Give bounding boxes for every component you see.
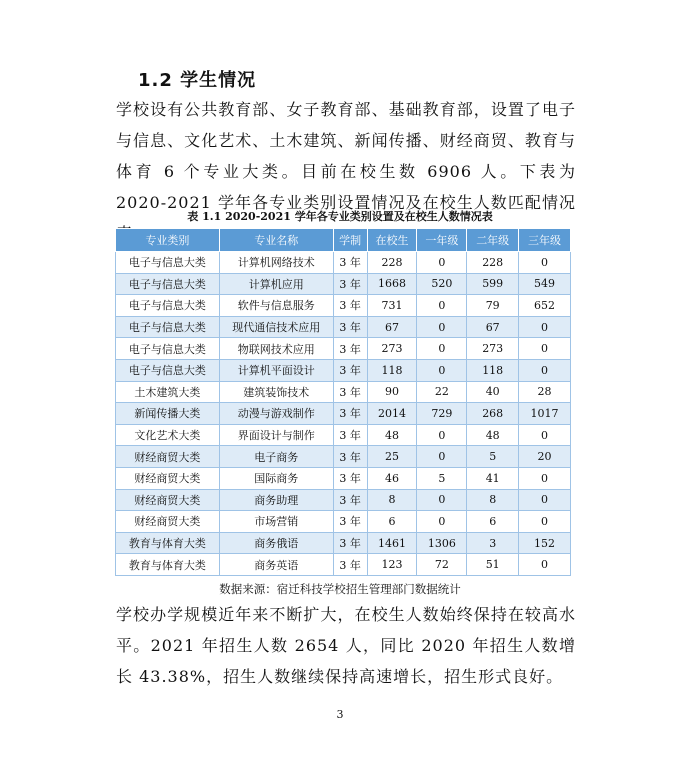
- table-cell: 3 年: [333, 554, 367, 576]
- table-cell: 3 年: [333, 359, 367, 381]
- table-cell: 电子与信息大类: [116, 273, 220, 295]
- table-row: [116, 273, 571, 295]
- table-cell: 273: [367, 338, 417, 360]
- table-cell: 599: [467, 273, 519, 295]
- table-header-row: [116, 229, 571, 252]
- table-row: [116, 403, 571, 425]
- table-cell: 0: [519, 554, 571, 576]
- table-cell: 67: [367, 316, 417, 338]
- intro-paragraph: 学校设有公共教育部、女子教育部、基础教育部，设置了电子与信息、文化艺术、土木建筑、新闻传播、财经商贸、教育与体育 6 个专业大类。目前在校生数 6906 人。下表为 2020-2021 学年各专业类别设置情况及在校生人数匹配情况: [116, 100, 576, 212]
- table-cell: 0: [417, 338, 467, 360]
- table-cell: 3 年: [333, 446, 367, 468]
- table-cell: 电子与信息大类: [116, 359, 220, 381]
- table-cell: 0: [519, 511, 571, 533]
- table-cell: 计算机网络技术: [219, 252, 333, 274]
- table-row: [116, 554, 571, 576]
- table-cell: 0: [417, 359, 467, 381]
- table-cell: 118: [367, 359, 417, 381]
- enrollment-table: [115, 228, 571, 576]
- table-cell: 273: [467, 338, 519, 360]
- table-row: [116, 532, 571, 554]
- table-cell: 计算机应用: [219, 273, 333, 295]
- table-cell: 电子与信息大类: [116, 338, 220, 360]
- table-cell: 商务俄语: [219, 532, 333, 554]
- table-cell: 商务助理: [219, 489, 333, 511]
- table-cell: 0: [519, 489, 571, 511]
- table-cell: 3 年: [333, 467, 367, 489]
- table-cell: 电子与信息大类: [116, 295, 220, 317]
- page-number: 3: [336, 708, 344, 721]
- table-cell: 教育与体育大类: [116, 554, 220, 576]
- table-cell: 0: [417, 511, 467, 533]
- table-cell: 市场营销: [219, 511, 333, 533]
- table-cell: 5: [467, 446, 519, 468]
- header-duration: 学制: [333, 229, 367, 252]
- table-row: [116, 511, 571, 533]
- section-heading: 1.2 学生情况: [138, 70, 257, 91]
- table-cell: 41: [467, 467, 519, 489]
- table-cell: 20: [519, 446, 571, 468]
- table-caption: 表 1.1 2020-2021 学年各专业类别设置及在校生人数情况表: [187, 210, 493, 223]
- table-cell: 国际商务: [219, 467, 333, 489]
- table-cell: 软件与信息服务: [219, 295, 333, 317]
- header-enrolled: 在校生: [367, 229, 417, 252]
- table-cell: 0: [417, 424, 467, 446]
- table-cell: 549: [519, 273, 571, 295]
- table-cell: 3 年: [333, 338, 367, 360]
- table-cell: 51: [467, 554, 519, 576]
- table-cell: 界面设计与制作: [219, 424, 333, 446]
- table-cell: 土木建筑大类: [116, 381, 220, 403]
- table-cell: 46: [367, 467, 417, 489]
- table-cell: 0: [519, 316, 571, 338]
- table-cell: 6: [467, 511, 519, 533]
- table-cell: 财经商贸大类: [116, 446, 220, 468]
- table-cell: 3 年: [333, 532, 367, 554]
- table-cell: 3 年: [333, 403, 367, 425]
- table-cell: 电子商务: [219, 446, 333, 468]
- table-cell: 1017: [519, 403, 571, 425]
- table-cell: 0: [417, 316, 467, 338]
- table-cell: 物联网技术应用: [219, 338, 333, 360]
- table-cell: 0: [519, 467, 571, 489]
- table-cell: 0: [417, 446, 467, 468]
- table-cell: 教育与体育大类: [116, 532, 220, 554]
- table-row: [116, 424, 571, 446]
- table-cell: 90: [367, 381, 417, 403]
- table-cell: 48: [367, 424, 417, 446]
- table-cell: 财经商贸大类: [116, 467, 220, 489]
- table-cell: 商务英语: [219, 554, 333, 576]
- table-cell: 新闻传播大类: [116, 403, 220, 425]
- table-cell: 0: [417, 295, 467, 317]
- table-row: [116, 252, 571, 274]
- table-cell: 228: [467, 252, 519, 274]
- table-row: [116, 489, 571, 511]
- table-cell: 652: [519, 295, 571, 317]
- table-row: [116, 359, 571, 381]
- table-cell: 118: [467, 359, 519, 381]
- data-source-note: 数据来源：宿迁科技学校招生管理部门数据统计: [219, 582, 461, 596]
- header-grade-2: 二年级: [467, 229, 519, 252]
- table-cell: 123: [367, 554, 417, 576]
- table-row: [116, 338, 571, 360]
- table-cell: 1461: [367, 532, 417, 554]
- table-cell: 现代通信技术应用: [219, 316, 333, 338]
- table-row: [116, 467, 571, 489]
- table-cell: 67: [467, 316, 519, 338]
- table-cell: 79: [467, 295, 519, 317]
- table-cell: 3 年: [333, 489, 367, 511]
- table-cell: 3 年: [333, 424, 367, 446]
- table-cell: 3 年: [333, 295, 367, 317]
- header-category: 专业类别: [116, 229, 220, 252]
- table-cell: 6: [367, 511, 417, 533]
- table-body: [116, 252, 571, 576]
- table-row: [116, 295, 571, 317]
- table-cell: 0: [417, 252, 467, 274]
- conclusion-paragraph: 学校办学规模近年来不断扩大，在校生人数始终保持在较高水平。2021 年招生人数 2654 人，同比 2020 年招生人数增长 43.38%，招生人数继续保持高速增长，招生形式良好。: [116, 605, 576, 686]
- table-cell: 72: [417, 554, 467, 576]
- table-cell: 5: [417, 467, 467, 489]
- table-cell: 520: [417, 273, 467, 295]
- table-cell: 0: [519, 252, 571, 274]
- table-cell: 0: [519, 338, 571, 360]
- table-cell: 2014: [367, 403, 417, 425]
- table-cell: 3 年: [333, 316, 367, 338]
- table-cell: 28: [519, 381, 571, 403]
- table-row: [116, 316, 571, 338]
- table-cell: 动漫与游戏制作: [219, 403, 333, 425]
- header-grade-3: 三年级: [519, 229, 571, 252]
- table-cell: 0: [519, 359, 571, 381]
- table-cell: 152: [519, 532, 571, 554]
- table-cell: 8: [367, 489, 417, 511]
- table-cell: 729: [417, 403, 467, 425]
- table-cell: 3: [467, 532, 519, 554]
- table-cell: 0: [519, 424, 571, 446]
- table-cell: 22: [417, 381, 467, 403]
- table-cell: 48: [467, 424, 519, 446]
- header-grade-1: 一年级: [417, 229, 467, 252]
- table-cell: 财经商贸大类: [116, 489, 220, 511]
- table-row: [116, 381, 571, 403]
- table-cell: 计算机平面设计: [219, 359, 333, 381]
- table-cell: 228: [367, 252, 417, 274]
- header-major: 专业名称: [219, 229, 333, 252]
- table-cell: 3 年: [333, 273, 367, 295]
- table-cell: 3 年: [333, 511, 367, 533]
- table-cell: 731: [367, 295, 417, 317]
- table-row: [116, 446, 571, 468]
- table-cell: 财经商贸大类: [116, 511, 220, 533]
- table-cell: 3 年: [333, 252, 367, 274]
- table-cell: 268: [467, 403, 519, 425]
- table-cell: 25: [367, 446, 417, 468]
- table-cell: 电子与信息大类: [116, 252, 220, 274]
- table-cell: 1306: [417, 532, 467, 554]
- table-cell: 40: [467, 381, 519, 403]
- table-cell: 文化艺术大类: [116, 424, 220, 446]
- table-cell: 电子与信息大类: [116, 316, 220, 338]
- table-cell: 3 年: [333, 381, 367, 403]
- table-cell: 建筑装饰技术: [219, 381, 333, 403]
- table-cell: 0: [417, 489, 467, 511]
- table-cell: 8: [467, 489, 519, 511]
- table-cell: 1668: [367, 273, 417, 295]
